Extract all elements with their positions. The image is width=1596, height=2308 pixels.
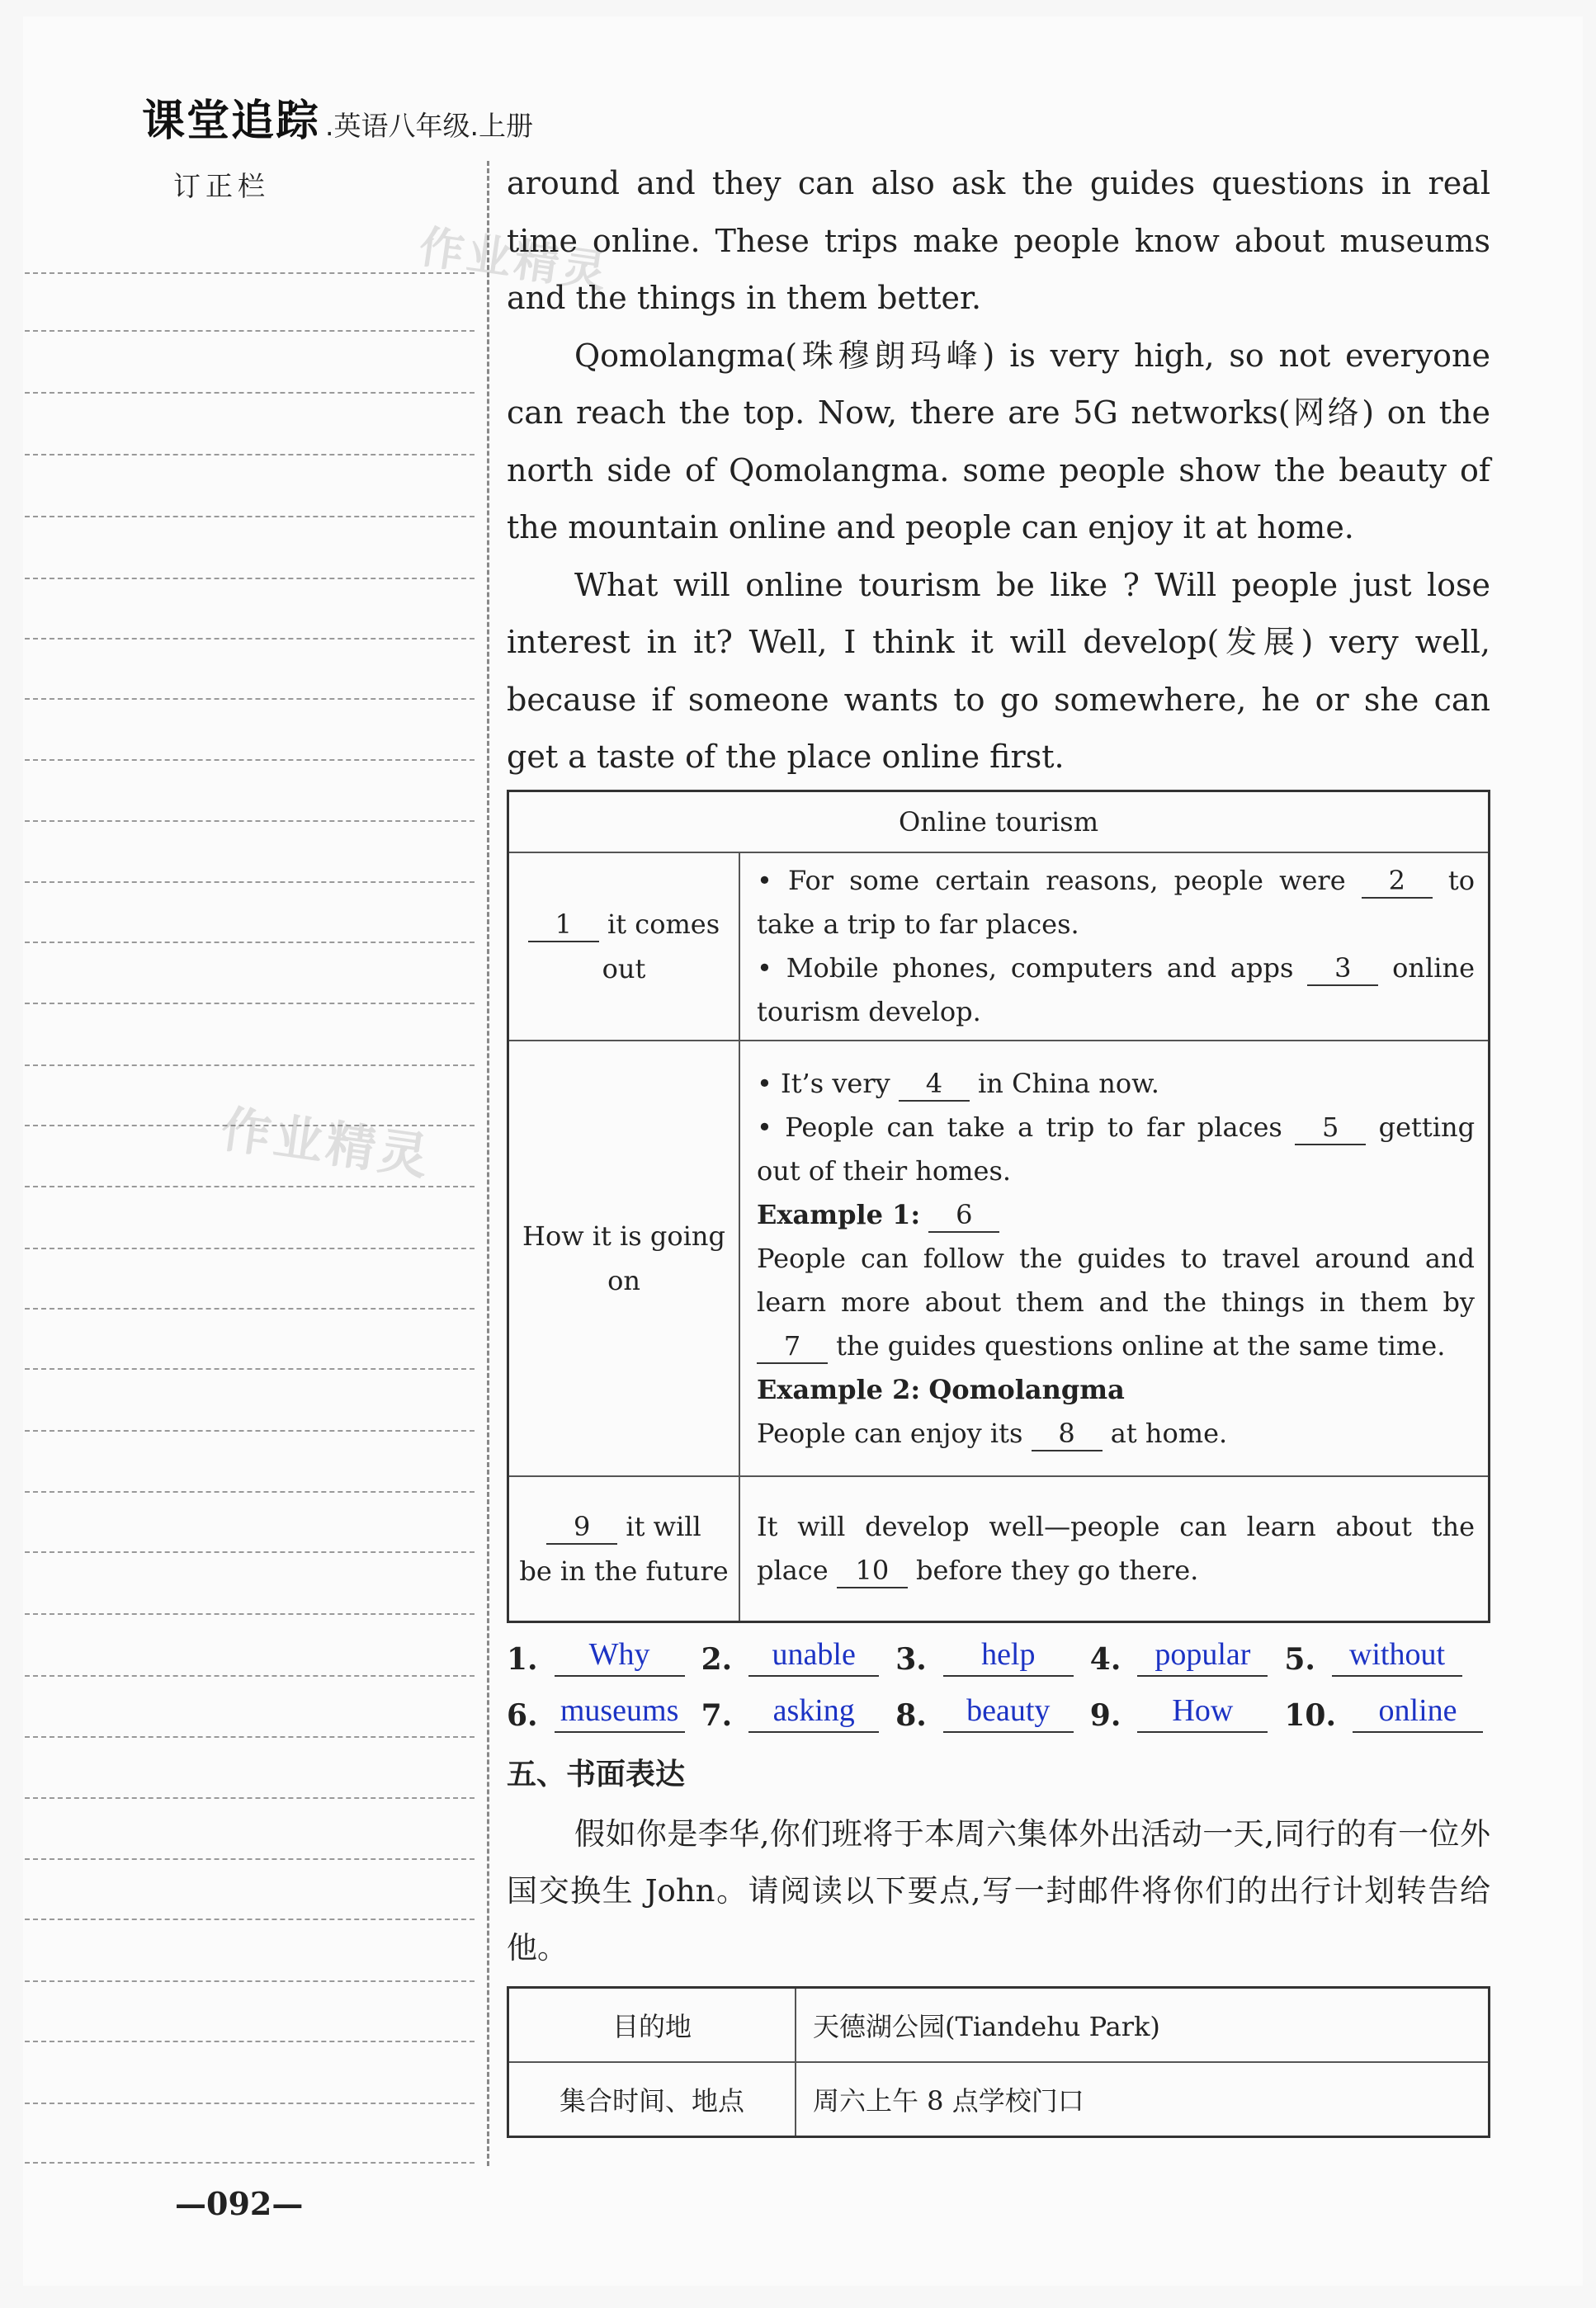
ruled-line: [25, 1797, 475, 1799]
ruled-line: [25, 881, 475, 883]
text: People can enjoy its: [757, 1417, 1023, 1449]
answer-item: [507, 1690, 685, 1733]
ruled-line: [25, 2162, 475, 2164]
answer-number: 6.: [507, 1698, 538, 1733]
text: to take a trip to far places.: [757, 865, 1476, 940]
answer-item: [1090, 1634, 1268, 1677]
ruled-line: [25, 759, 475, 761]
label-text: it will: [626, 1510, 701, 1542]
text: at home.: [1110, 1417, 1228, 1449]
text: online tourism develop.: [757, 952, 1476, 1027]
text: People can take a trip to far places: [785, 1111, 1282, 1143]
example-label: Example 2:: [757, 1373, 921, 1405]
label-text: How it is going on: [522, 1220, 725, 1296]
answer-row: [507, 1690, 1499, 1733]
answer-value: How: [1137, 1690, 1268, 1733]
text: in China now.: [978, 1067, 1159, 1099]
book-header: [142, 86, 533, 148]
blank-1: 1: [528, 908, 599, 942]
table-row-content: [739, 852, 1490, 1041]
answer-item: [895, 1634, 1074, 1677]
ruled-line: [25, 1980, 475, 1982]
passage-paragraph: Qomolangma(珠穆朗玛峰) is very high, so not everyone can reach the top. Now, there are 5G networks(网络) on the north side of Qomolangma. some people show the beauty of the mountain online and people can enjoy it at home.: [507, 337, 1490, 545]
ruled-line: [25, 454, 475, 455]
blank-2: 2: [1362, 864, 1433, 899]
ruled-line: [25, 1430, 475, 1432]
watermark: 作业精灵: [416, 220, 613, 299]
answer-value: help: [943, 1634, 1074, 1677]
example-name: Qomolangma: [928, 1373, 1125, 1405]
bullet-item: [757, 1106, 1475, 1193]
table-row: [508, 2062, 1490, 2137]
table-row: [508, 1988, 1490, 2063]
ruled-line: [25, 2103, 475, 2104]
plan-value: 天德湖公园(Tiandehu Park): [796, 1988, 1490, 2063]
ruled-line: [25, 1551, 475, 1553]
passage-paragraph: What will online tourism be like ? Will people just lose interest in it? Well, I think it will develop(发展) very well, because if someone wants to go somewhere, he or she can get a taste of the place online first.: [507, 566, 1490, 775]
ruled-line: [25, 1675, 475, 1677]
example-1-text: [757, 1237, 1475, 1368]
table-row-label: [508, 1476, 740, 1621]
ruled-line: [25, 1368, 475, 1370]
answer-value: unable: [748, 1634, 879, 1677]
answer-item: [1284, 1690, 1483, 1733]
ruled-line: [25, 1491, 475, 1493]
writing-section-title: 五、书面表达: [507, 1758, 686, 1791]
example-label: Example 1:: [757, 1198, 921, 1230]
answer-number: 1.: [507, 1642, 538, 1677]
text: People can follow the guides to travel around and learn more about them and the things in them by: [757, 1242, 1475, 1318]
blank-9: 9: [546, 1510, 617, 1545]
answer-item: [701, 1690, 880, 1733]
ruled-line: [25, 2041, 475, 2042]
ruled-line: [25, 1858, 475, 1860]
correction-column-label: 订正栏: [173, 170, 270, 202]
answer-value: Why: [555, 1634, 685, 1677]
plan-key: 目的地: [508, 1988, 796, 2063]
blank-6: 6: [928, 1198, 999, 1233]
text: For some certain reasons, people were: [788, 865, 1346, 896]
answer-value: online: [1353, 1690, 1483, 1733]
answer-item: [701, 1634, 880, 1677]
label-text: be in the future: [519, 1555, 729, 1587]
answer-value: beauty: [943, 1690, 1074, 1733]
ruled-line: [25, 1003, 475, 1004]
online-tourism-table: [507, 790, 1490, 1623]
blank-8: 8: [1032, 1417, 1103, 1451]
book-brand: 课堂追踪: [142, 97, 321, 146]
example-2-text: [757, 1412, 1475, 1456]
ruled-line: [25, 638, 475, 640]
ruled-line: [25, 698, 475, 700]
table-row-content: [739, 1041, 1490, 1476]
label-text: it comes out: [602, 909, 720, 984]
answer-row: [507, 1634, 1479, 1677]
answer-number: 2.: [701, 1642, 733, 1677]
plan-key: 集合时间、地点: [508, 2062, 796, 2137]
book-subtitle: .英语八年级.上册: [325, 110, 533, 142]
reading-passage: [507, 155, 1490, 786]
answer-number: 5.: [1284, 1642, 1315, 1677]
bullet-item: [757, 859, 1475, 946]
blank-10: 10: [837, 1554, 908, 1588]
blank-3: 3: [1307, 951, 1378, 986]
answer-value: popular: [1137, 1634, 1268, 1677]
answer-number: 8.: [895, 1698, 927, 1733]
answer-item: [507, 1634, 685, 1677]
answer-number: 10.: [1284, 1698, 1337, 1733]
answer-value: without: [1332, 1634, 1462, 1677]
table-row-label: [508, 1041, 740, 1476]
answer-item: [895, 1690, 1074, 1733]
blank-7: 7: [757, 1329, 828, 1364]
example-1-heading: [757, 1193, 1475, 1237]
answer-number: 3.: [895, 1642, 927, 1677]
ruled-line: [25, 1919, 475, 1920]
ruled-line: [25, 272, 475, 274]
bullet-item: [757, 946, 1475, 1034]
text: It’s very: [781, 1067, 890, 1099]
table-row-content: [739, 1476, 1490, 1621]
ruled-line: [25, 1613, 475, 1615]
column-divider: [487, 161, 489, 2166]
answer-number: 4.: [1089, 1642, 1121, 1677]
answer-value: asking: [748, 1690, 879, 1733]
ruled-line: [25, 1308, 475, 1310]
answer-value: museums: [555, 1690, 685, 1733]
writing-prompt: 假如你是李华,你们班将于本周六集体外出活动一天,同行的有一位外国交换生 John。请阅读以下要点,写一封邮件将你们的出行计划转告给他。: [507, 1816, 1490, 1966]
trip-plan-table: [507, 1986, 1490, 2138]
ruled-line: [25, 1064, 475, 1066]
passage-paragraph: around and they can also ask the guides questions in real time online. These trips make people know about museums and the things in them better.: [507, 165, 1490, 316]
ruled-line: [25, 820, 475, 822]
answer-item: [1090, 1690, 1268, 1733]
text: getting out of their homes.: [757, 1111, 1476, 1187]
watermark: 作业精灵: [217, 1100, 435, 1187]
text: before they go there.: [916, 1554, 1199, 1586]
ruled-line: [25, 392, 475, 394]
ruled-line: [25, 516, 475, 517]
bullet-item: [757, 1062, 1475, 1106]
page-number: —092—: [175, 2185, 304, 2222]
answer-item: [1284, 1634, 1462, 1677]
table-row-label: [508, 852, 740, 1041]
example-2-heading: [757, 1368, 1475, 1412]
ruled-line: [25, 578, 475, 579]
table-title: Online tourism: [508, 791, 1490, 853]
text: It will develop well—people can learn about the place: [757, 1510, 1475, 1586]
text: Mobile phones, computers and apps: [786, 952, 1294, 984]
blank-5: 5: [1295, 1111, 1366, 1145]
ruled-line: [25, 1248, 475, 1249]
text: the guides questions online at the same time.: [836, 1329, 1446, 1362]
ruled-line: [25, 942, 475, 943]
answer-number: 9.: [1089, 1698, 1121, 1733]
plan-value: 周六上午 8 点学校门口: [796, 2062, 1490, 2137]
blank-4: 4: [899, 1067, 970, 1102]
answer-number: 7.: [701, 1698, 733, 1733]
ruled-line: [25, 330, 475, 332]
ruled-line: [25, 1736, 475, 1738]
